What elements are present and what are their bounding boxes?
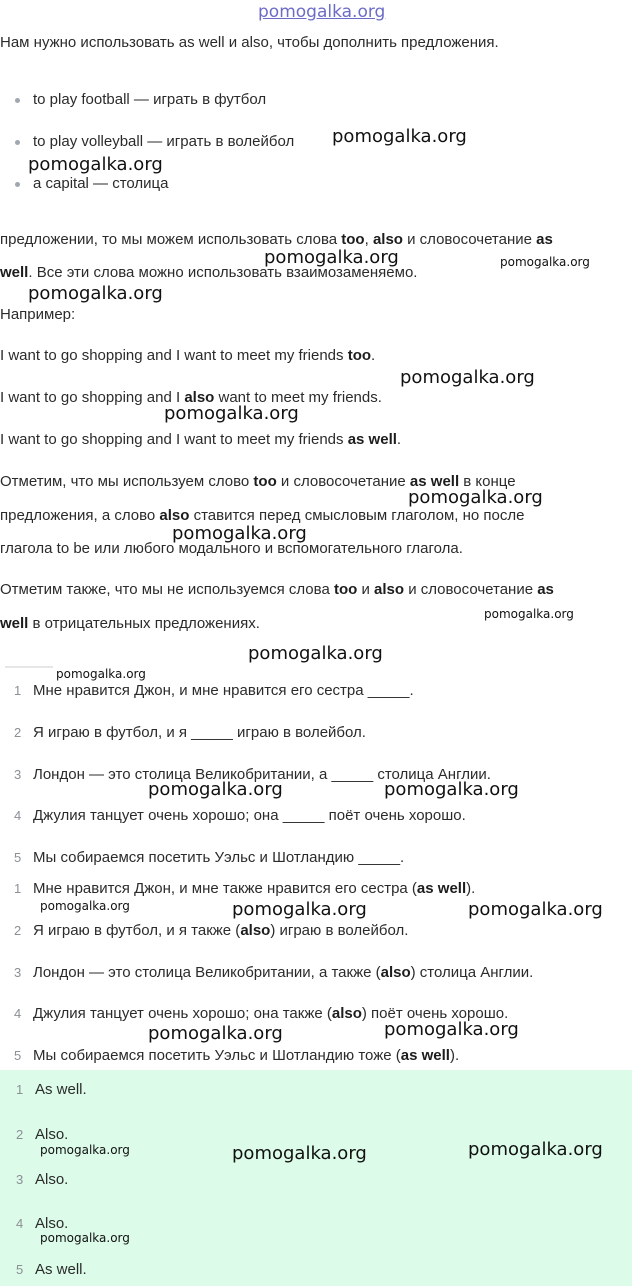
watermark: pomogalka.org <box>148 1023 283 1044</box>
list-number: 2 <box>14 923 22 938</box>
watermark: pomogalka.org <box>56 667 146 681</box>
answer-item: As well. <box>35 1081 87 1098</box>
bullet-dot-icon <box>15 98 20 103</box>
solution-item: Лондон — это столица Великобритании, а также (also) столица Англии. <box>33 964 534 981</box>
answer-item: Also. <box>35 1215 69 1232</box>
watermark: pomogalka.org <box>264 247 399 268</box>
example-sentence: I want to go shopping and I want to meet my friends as well. <box>0 431 402 448</box>
list-number: 3 <box>14 767 22 782</box>
list-number: 5 <box>16 1262 24 1277</box>
solution-item: Я играю в футбол, и я также (also) играю в волейбол. <box>33 922 409 939</box>
bullet-dot-icon <box>15 182 20 187</box>
list-number: 4 <box>14 808 22 823</box>
header-watermark-link[interactable]: pomogalka.org <box>258 2 386 22</box>
watermark: pomogalka.org <box>28 154 163 175</box>
example-sentence: I want to go shopping and I also want to meet my friends. <box>0 389 382 406</box>
answer-item: As well. <box>35 1261 87 1278</box>
answer-item: Also. <box>35 1126 69 1143</box>
explanation-text: . Все эти слова можно использовать взаимозаменяемо. <box>28 264 418 281</box>
answer-item: Also. <box>35 1171 69 1188</box>
list-number: 1 <box>16 1082 24 1097</box>
watermark: pomogalka.org <box>468 899 603 920</box>
watermark: pomogalka.org <box>40 1231 130 1245</box>
vocab-item: to play volleyball — играть в волейбол <box>33 133 295 150</box>
solution-item: Мы собираемся посетить Уэльс и Шотландию тоже (as well). <box>33 1047 460 1064</box>
watermark: pomogalka.org <box>500 255 590 269</box>
vocab-item: to play football — играть в футбол <box>33 91 267 108</box>
task-item: Джулия танцует очень хорошо; она _____ поёт очень хорошо. <box>33 807 466 824</box>
watermark: pomogalka.org <box>332 126 467 147</box>
watermark: pomogalka.org <box>384 779 519 800</box>
list-number: 3 <box>16 1172 24 1187</box>
task-item: Я играю в футбол, и я _____ играю в волейбол. <box>33 724 366 741</box>
watermark: pomogalka.org <box>384 1019 519 1040</box>
bullet-dot-icon <box>15 140 20 145</box>
task-item: Мы собираемся посетить Уэльс и Шотландию _____. <box>33 849 405 866</box>
watermark: pomogalka.org <box>484 607 574 621</box>
watermark: pomogalka.org <box>248 643 383 664</box>
answers-panel <box>0 1070 632 1286</box>
example-sentence: I want to go shopping and I want to meet my friends too. <box>0 347 376 364</box>
list-number: 2 <box>16 1127 24 1142</box>
watermark: pomogalka.org <box>28 283 163 304</box>
keyword: too <box>341 231 365 248</box>
list-number: 4 <box>14 1006 22 1021</box>
list-number: 1 <box>14 683 22 698</box>
task-item: Мне нравится Джон, и мне нравится его сестра _____. <box>33 682 414 699</box>
watermark: pomogalka.org <box>408 487 543 508</box>
watermark: pomogalka.org <box>40 899 130 913</box>
list-number: 1 <box>14 881 22 896</box>
solution-item: Джулия танцует очень хорошо; она также (also) поёт очень хорошо. <box>33 1005 509 1022</box>
watermark: pomogalka.org <box>400 367 535 388</box>
vocab-item: a capital — столица <box>33 175 169 192</box>
watermark: pomogalka.org <box>40 1143 130 1157</box>
example-label: Например: <box>0 306 76 323</box>
watermark: pomogalka.org <box>148 779 283 800</box>
watermark: pomogalka.org <box>172 523 307 544</box>
explanation-text: предложении, то мы можем использовать слова <box>0 231 342 248</box>
watermark: pomogalka.org <box>164 403 299 424</box>
explanation-text: , <box>364 231 373 248</box>
watermark: pomogalka.org <box>468 1139 603 1160</box>
keyword: well <box>0 264 29 281</box>
list-number: 2 <box>14 725 22 740</box>
solution-item: Мне нравится Джон, и мне также нравится его сестра (as well). <box>33 880 476 897</box>
keyword: as <box>536 231 553 248</box>
watermark: pomogalka.org <box>232 1143 367 1164</box>
list-number: 5 <box>14 850 22 865</box>
divider <box>5 666 53 668</box>
explanation-text: и словосочетание <box>402 231 537 248</box>
watermark: pomogalka.org <box>232 899 367 920</box>
keyword: also <box>372 231 403 248</box>
intro-text: Нам нужно использовать as well и also, чтобы дополнить предложения. <box>0 34 499 51</box>
list-number: 5 <box>14 1048 22 1063</box>
list-number: 3 <box>14 965 22 980</box>
list-number: 4 <box>16 1216 24 1231</box>
task-item: Лондон — это столица Великобритании, а _____ столица Англии. <box>33 766 491 783</box>
